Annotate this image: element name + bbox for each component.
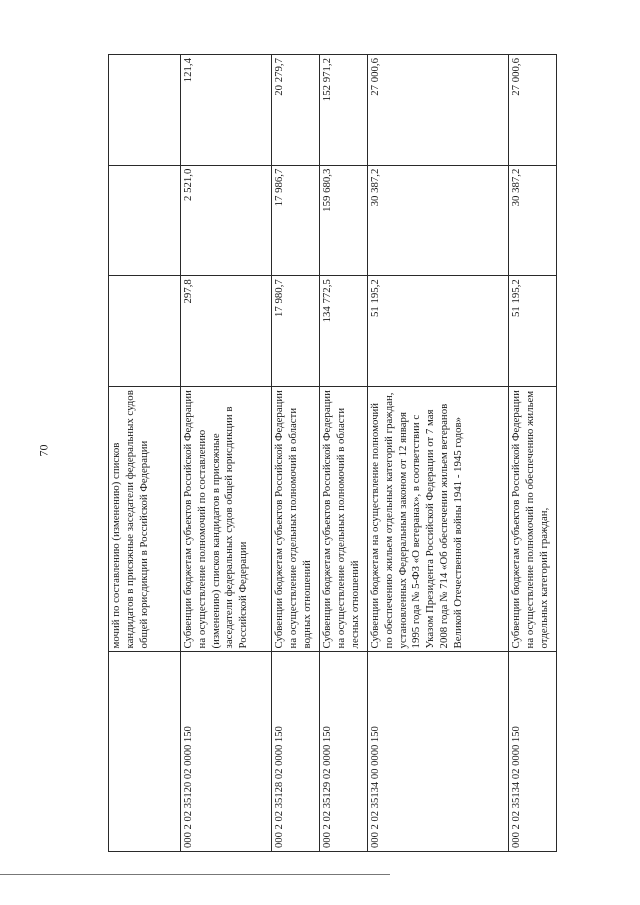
value-cell-2: 17 986,7 — [272, 165, 320, 276]
code-cell: 000 2 02 35134 00 0000 150 — [368, 652, 509, 852]
value-cell-3: 27 000,6 — [509, 55, 557, 166]
table-row — [272, 55, 320, 852]
value-cell-2 — [109, 165, 181, 276]
description-cell: Субвенции бюджетам субъектов Российской Федерации на осуществление отдельных полномочий в области водных отношений — [272, 386, 320, 652]
table-row — [181, 55, 272, 852]
budget-table — [108, 54, 557, 852]
value-cell-2: 30 387,2 — [509, 165, 557, 276]
budget-table-rotated — [108, 54, 586, 852]
bottom-divider — [0, 874, 390, 875]
description-cell: мочий по составлению (изменению) списков кандидатов в присяжные заседатели федеральных судов общей юрисдикции в Российской Федерации — [109, 386, 181, 652]
code-cell: 000 2 02 35129 02 0000 150 — [320, 652, 368, 852]
table-row — [320, 55, 368, 852]
value-cell-1: 17 980,7 — [272, 276, 320, 387]
value-cell-1: 51 195,2 — [509, 276, 557, 387]
table-row — [109, 55, 181, 852]
value-cell-1: 134 772,5 — [320, 276, 368, 387]
code-cell: 000 2 02 35128 02 0000 150 — [272, 652, 320, 852]
value-cell-3: 20 279,7 — [272, 55, 320, 166]
value-cell-2: 2 521,0 — [181, 165, 272, 276]
value-cell-1 — [109, 276, 181, 387]
code-cell: 000 2 02 35120 02 0000 150 — [181, 652, 272, 852]
description-cell: Субвенции бюджетам субъектов Российской Федерации на осуществление отдельных полномочий в области лесных отношений — [320, 386, 368, 652]
page-number: 70 — [36, 444, 51, 457]
code-cell — [109, 652, 181, 852]
table-row — [509, 55, 557, 852]
table-row — [368, 55, 509, 852]
code-cell: 000 2 02 35134 02 0000 150 — [509, 652, 557, 852]
value-cell-3: 121,4 — [181, 55, 272, 166]
value-cell-3: 152 971,2 — [320, 55, 368, 166]
description-cell: Субвенции бюджетам субъектов Российской Федерации на осуществление полномочий по обеспечению жильем отдельных категорий граждан, — [509, 386, 557, 652]
value-cell-2: 159 680,3 — [320, 165, 368, 276]
value-cell-2: 30 387,2 — [368, 165, 509, 276]
value-cell-1: 297,8 — [181, 276, 272, 387]
value-cell-1: 51 195,2 — [368, 276, 509, 387]
description-cell: Субвенции бюджетам субъектов Российской Федерации на осуществление полномочий по составлению (изменению) списков кандидатов в присяжные заседатели федеральных судов общей юрисдикции в Российской Федерации — [181, 386, 272, 652]
description-cell: Субвенции бюджетам на осуществление полномочий по обеспечению жильем отдельных категорий граждан, установленных Федеральным законом от 12 января 1995 года № 5-ФЗ «О ветеранах», в соответствии с Указом Президента Российской Федерации от 7 мая 2008 года № 714 «Об обеспечении жильем ветеранов Великой Отечественной войны 1941 - 1945 годов» — [368, 386, 509, 652]
value-cell-3 — [109, 55, 181, 166]
value-cell-3: 27 000,6 — [368, 55, 509, 166]
